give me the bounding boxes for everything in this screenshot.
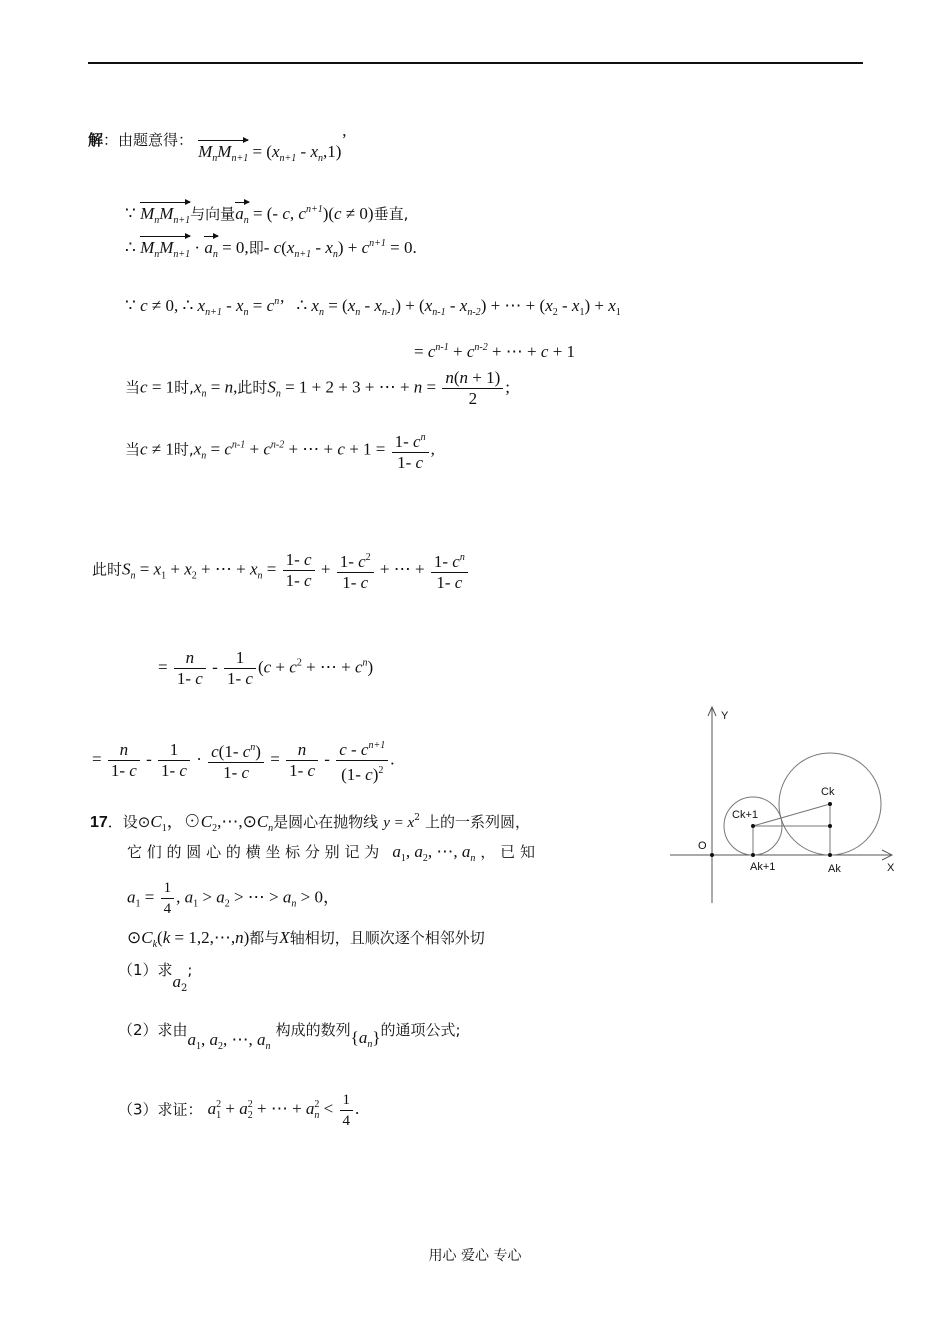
point-ck1 xyxy=(751,824,755,828)
formula-case-c-equals-1: 当c = 1时$,x_n = n$,此时$S_n = 1 + 2 + 3$ + ⋯ + n = $\frac{n(n + 1)}{2}$ ; xyxy=(125,368,511,408)
point-foot xyxy=(828,824,832,828)
formula-case-c-not-1: 当c ≠ 1时$,x_n = c^{n-1} + c^{n-2}$ + ⋯ + c + 1 = $\frac{1- c^n}{1- c}$ , xyxy=(125,428,435,473)
problem-17-given: $a_1$ = $\frac{1}{4}$ , $a_1 > a_2$ > ⋯ > $a_n > 0$， xyxy=(127,880,340,917)
problem-17-statement: 17．设$⊙C_1$，$⊙C_2,\cdots,⊙C_n$是圆心在抛物线 $y = x^2$ 上的一系列圆， xyxy=(90,812,531,834)
label-x: X xyxy=(887,862,895,874)
formula-sum-sn: 此时$S_n = x_1 + x_2$ + ⋯ + $x_n$ = $\frac{1- c}{1- c}$ + $\frac{1- c^2}{1- c}$ + ⋯ + $\frac{1- c^n}{1- c}$ xyxy=(92,548,470,593)
solution-intro-text: ：由题意得： xyxy=(103,131,194,149)
label-origin: O xyxy=(698,840,707,852)
point-ck xyxy=(828,802,832,806)
label-ak: Ak xyxy=(828,863,841,875)
point-origin xyxy=(710,853,714,857)
question-3: （3）求证： $a_1^2 + a_2^2$ + ⋯ + $a_n^2$ < $\frac{1}{4}$ . xyxy=(118,1092,360,1129)
formula-sum-final: = $\frac{n}{1- c}$ - $\frac{1}{1- c}$ · $\frac{c(1- c^n)}{1- c}$ = $\frac{n}{1- c}$ - $\frac{c - c^{n+1}}{(1- c)^2}$ . xyxy=(92,736,394,785)
problem-17-tangent: $⊙C_k(k$ = 1,2,⋯,n)都与X轴相切，且顺次逐个相邻外切 xyxy=(127,928,485,950)
center-line xyxy=(753,804,830,826)
point-ak1 xyxy=(751,853,755,857)
formula-perpendicular: ∵ $M_nM_{n+1}$与向量$a_n$ = (- c, $c^{n+1})(c \ne 0)$垂直, xyxy=(125,204,409,226)
label-ak1: Ak+1 xyxy=(750,861,776,873)
label-ck: Ck xyxy=(821,786,835,798)
question-1: （1）求$a_2$; xyxy=(118,961,193,994)
solution-label: 解 xyxy=(88,131,104,149)
point-ak xyxy=(828,853,832,857)
formula-sum-step2: = $\frac{n}{1- c}$ - $\frac{1}{1- c}$ ($c + c^2$ + ⋯ + $c^n$) xyxy=(158,648,374,688)
circles-tangent-figure xyxy=(670,700,900,910)
solution-intro: 解：由题意得： $M_nM_{n+1} = (x_{n+1} - x_n,1)$’ xyxy=(88,130,348,164)
formula-dot-product: ∴ $M_nM_{n+1} \cdot a_n = 0$,即- $c(x_{n+1} - x_n) + c^{n+1} = 0$. xyxy=(125,238,417,260)
formula-vector-diff: $M_nM_{n+1} = (x_{n+1} - x_n,1)$ xyxy=(198,142,342,164)
label-y: Y xyxy=(721,710,729,722)
label-ck1: Ck+1 xyxy=(732,809,758,821)
formula-recurrence: ∵ c ≠ 0, ∴ $x_{n+1} - x_n = c^n$’ ∴ $x_n = (x_n - x_{n-1}) + (x_{n-1} - x_{n-2})$ + ⋯ + $(x_2 - x_1) + x_1$ xyxy=(125,296,621,318)
formula-geometric-sum: = $c^{n-1} + c^{n-2}$ + ⋯ + c + 1 xyxy=(414,342,576,361)
page-footer: 用心 爱心 专心 xyxy=(428,1248,522,1264)
problem-number: 17 xyxy=(90,814,108,831)
question-2: （2）求由$a_1$, $a_2$, ⋯, $a_n$ 构成的数列$\{a_n\}$的通项公式; xyxy=(118,1021,461,1052)
header-rule xyxy=(88,62,863,64)
problem-17-line2: 它 们 的 圆 心 的 横 坐 标 分 别 记 为 $a_1$, $a_2$, ⋯, $a_n$ ， 已 知 xyxy=(127,842,535,864)
